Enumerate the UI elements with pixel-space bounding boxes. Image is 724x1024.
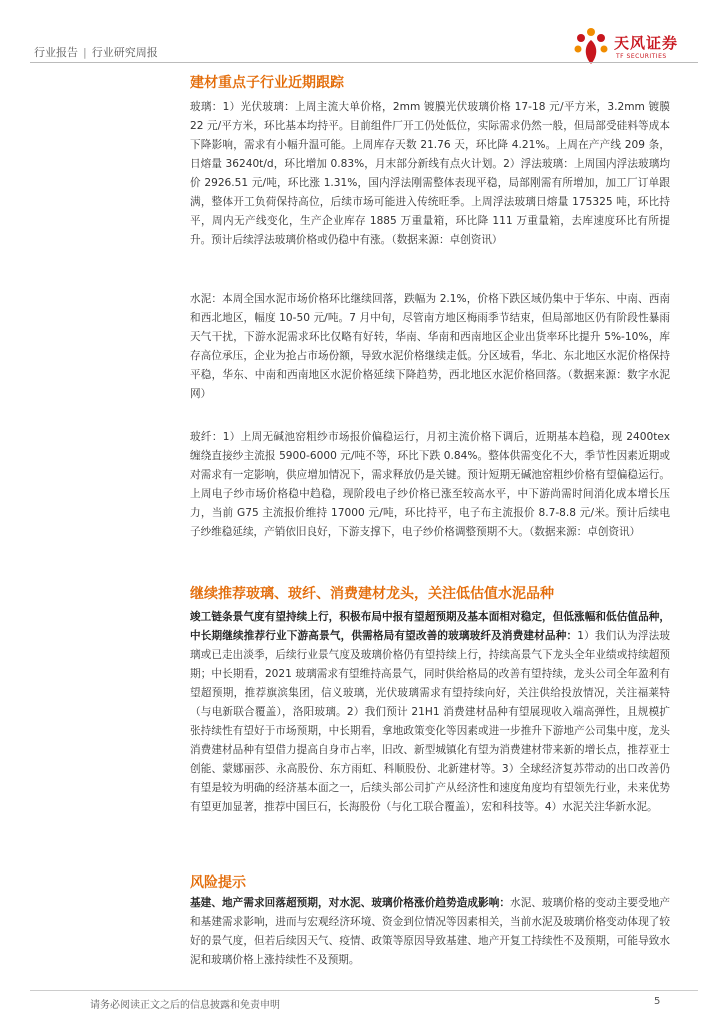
report-category bbox=[34, 44, 158, 60]
recommendation-body: 1）我们认为浮法玻璃或已走出淡季，后续行业景气度及玻璃价格仍有望持续上行，持续高景气下龙头全年业绩或持续超预期；中长期看，2021 玻璃需求有望维持高景气，同时供给格局的改善有望持续，龙头公司全年盈利有望超预期，推荐旗滨集团，信义玻璃，光伏玻璃需求有望持续向好，关注供给投放情况，关注福莱特（与电新联合覆盖），洛阳玻璃。2）我们预计 21H1 消费建材品种有望展现收入端高弹性，且规模扩张持续性有望好于市场预期，中长期看，拿地政策变化等因素或进一步推升下游地产公司集中度，龙头消费建材品种有望借力提高自身市占率，旧改、新型城镇化有望为消费建材带来新的增长点，推荐亚士创能、蒙娜丽莎、永高股份、东方雨虹、科顺股份、北新建材等。3）全球经济复苏带动的出口改善仍有望是较为明确的经济基本面之一，后续头部公司扩产从经济性和速度角度均有望领先行业，未来优势有望更加显著，推荐中国巨石，长海股份（与化工联合覆盖），宏和科技等。4）水泥关注华新水泥。 bbox=[190, 630, 670, 813]
brand-name: 天风证券 bbox=[614, 34, 679, 52]
brand-subtitle: TF SECURITIES bbox=[616, 53, 667, 60]
paragraph-risk bbox=[190, 894, 670, 970]
page-number: 5 bbox=[654, 996, 661, 1007]
footer-disclaimer: 请务必阅读正文之后的信息披露和免责申明 bbox=[90, 1000, 280, 1011]
brand-logo bbox=[572, 26, 702, 70]
paragraph-fiberglass: 玻纤：1）上周无碱池窑粗纱市场报价偏稳运行，月初主流价格下调后，近期基本趋稳，现 2400tex 缠绕直接纱主流报 5900-6000 元/吨不等，环比下跌 0.84%。整体供需变化不大，季节性因素近期或对需求有一定影响，供应增加情况下，需求释放仍是关键。预计短期无碱池窑粗纱价格有望偏稳运行。上周电子纱市场价格稳中趋稳，现阶段电子纱价格已涨至较高水平，中下游尚需时间消化成本增长压力，当前 G75 主流报价维持 17000 元/吨，环比持平，电子布主流报价 8.7-8.8 元/米。预计后续电子纱维稳延续，产销依旧良好，下游支撑下，电子纱价格调整预期不大。（数据来源：卓创资讯） bbox=[190, 431, 670, 538]
risk-lead: 基建、地产需求回落超预期，对水泥、玻璃价格涨价趋势造成影响： bbox=[190, 897, 511, 909]
category-label: 行业报告 bbox=[34, 46, 78, 59]
paragraph-cement: 水泥：本周全国水泥市场价格环比继续回落，跌幅为 2.1%，价格下跌区域仍集中于华东、中南、西南和西北地区，幅度 10-50 元/吨。7 月中旬，尽管南方地区梅雨季节结束，但局部地区仍有阶段性暴雨天气干扰，下游水泥需求环比仅略有好转，华南、华南和西南地区企业出货率环比提升 5%-10%，库存高位承压，企业为抢占市场份额，导致水泥价格继续走低。分区域看，华北、东北地区水泥价格保持平稳，华东、中南和西南地区水泥价格延续下降趋势，西北地区水泥价格回落。（数据来源：数字水泥网） bbox=[190, 293, 670, 400]
header-rule bbox=[30, 62, 698, 63]
section-title-recommendation: 继续推荐玻璃、玻纤、消费建材龙头，关注低估值水泥品种 bbox=[190, 586, 554, 602]
paragraph-glass: 玻璃：1）光伏玻璃：上周主流大单价格，2mm 镀膜光伏玻璃价格 17-18 元/平方米，3.2mm 镀膜 22 元/平方米，环比基本均持平。目前组件厂开工仍处低位，实际需求仍然一般，但局部受硅料等成本下降影响，需求有小幅升温可能。上周库存天数 21.76 天，环比降 4.21%。上周在产产线 209 条，日熔量 36240t/d，环比增加 0.83%，月末部分新线有点火计划。2）浮法玻璃：上周国内浮法玻璃均价 2926.51 元/吨，环比涨 1.31%，国内浮法刚需整体表现平稳，局部刚需有所增加，加工厂订单跟满，整体开工负荷保持高位，后续市场可能进入传统旺季。上周浮法玻璃日熔量 175325 吨，环比持平，周内无产线变化，生产企业库存 1885 万重量箱，环比降 111 万重量箱，去库速度环比有所提升。预计后续浮法玻璃价格或仍稳中有涨。（数据来源：卓创资讯） bbox=[190, 101, 670, 246]
section-title-risk: 风险提示 bbox=[190, 875, 246, 891]
footer-rule bbox=[30, 990, 698, 991]
recommendation-lead: 竣工链条景气度有望持续上行，积极布局中报有望超预期及基本面相对稳定，但低涨幅和低估值品种，中长期继续推荐行业下游高景气，供需格局有望改善的玻璃玻纤及消费建材品种： bbox=[190, 611, 670, 642]
risk-body: 水泥、玻璃价格的变动主要受地产和基建需求影响，进而与宏观经济环境、资金到位情况等因素相关，当前水泥及玻璃价格变动体现了较好的景气度，但若后续因天气、疫情、政策等原因导致基建、地产开复工持续性不及预期，可能导致水泥和玻璃价格上涨持续性不及预期。 bbox=[190, 897, 670, 966]
header-divider: | bbox=[83, 46, 87, 59]
brand-logo-icon bbox=[572, 26, 610, 66]
subcategory-label: 行业研究周报 bbox=[91, 46, 158, 59]
section-title-tracking: 建材重点子行业近期跟踪 bbox=[190, 75, 344, 91]
paragraph-recommendation bbox=[190, 608, 670, 817]
